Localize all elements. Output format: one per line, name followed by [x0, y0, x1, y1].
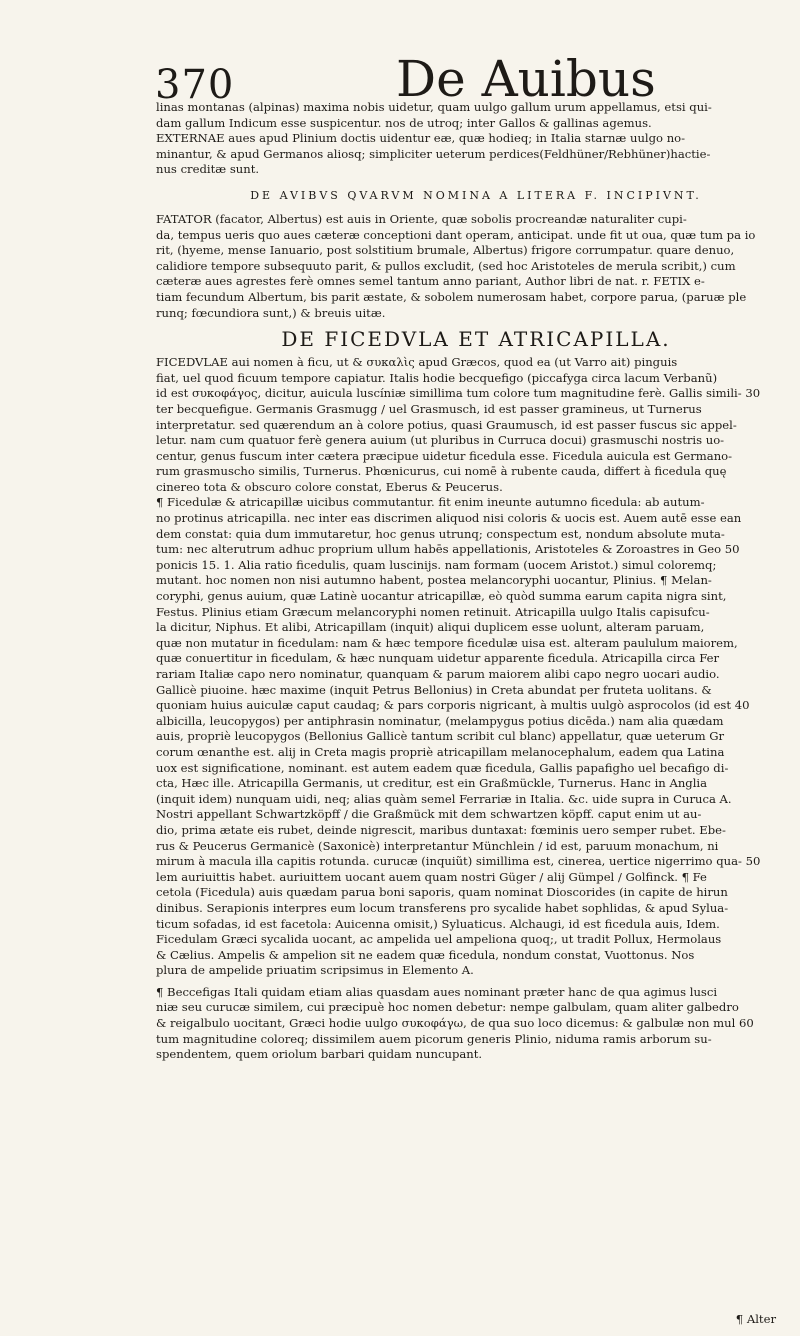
text-line: Nostri appellant Schwartzköpff / die Graßmück mit dem schwartzen köpff. caput enim ut au-	[156, 807, 702, 822]
text-line: centur, genus fuscum inter cætera præcipue uidetur ficedula esse. Ficedula auicula est Germano-	[156, 448, 733, 463]
text-line: ticum sofadas, id est facetola: Auicenna omisit,) Syluaticus. Alchaugi, id est ficedula auis, Idem.	[156, 916, 720, 931]
text-line: da, tempus ueris quo aues cæteræ conceptioni dant operam, anticipat. unde fit ut oua, quæ tum pa io	[156, 227, 756, 242]
catchword: ¶ Alter	[735, 1312, 776, 1326]
text-line: quæ conuertitur in ficedulam, & hæc nunquam uidetur apparente ficedula. Atricapilla circa Fer	[156, 651, 720, 666]
text-line: tum magnitudine coloreq; dissimilem auem picorum generis Plinio, niduma ramis arborum su-	[156, 1031, 712, 1046]
text-line: quæ non mutatur in ficedulam: nam & hæc tempore ficedulæ uisa est. alteram paululum maiorem,	[156, 635, 738, 650]
text-line: spendentem, quem oriolum barbari quidam nuncupant.	[156, 1047, 483, 1062]
text-line: runq; fœcundiora sunt,) & breuis uitæ.	[156, 305, 386, 320]
text-line: cinereo tota & obscuro colore constat, Eberus & Peucerus.	[156, 479, 503, 494]
text-line: dam gallum Indicum esse suspicentur. nos de utroq; inter Gallos & gallinas agemus.	[156, 115, 652, 130]
text-line: & Cælius. Ampelis & ampelion sit ne eadem quæ ficedula, nondum constat, Vuottonus. Nos	[156, 947, 695, 962]
chapter-title: DE FICEDVLA ET ATRICAPILLA.	[281, 327, 671, 352]
text-line: mutant. hoc nomen non nisi autumno habent, postea melancoryphi uocantur, Plinius. ¶ Melan-	[156, 573, 712, 588]
text-line: FATATOR (facator, Albertus) est auis in Oriente, quæ sobolis procreandæ naturaliter cupi-	[156, 211, 687, 226]
text-line: EXTERNAE aues apud Plinium doctis uidentur eæ, quæ hodieq; in Italia starnæ uulgo no-	[156, 131, 686, 146]
text-line: dinibus. Serapionis interpres eum locum transferens pro sycalide habet sophlidas, & apud Sylua-	[156, 900, 729, 915]
text-line: no protinus atricapilla. nec inter eas discrimen aliquod nisi coloris & uocis est. Auem autē esse ean	[156, 511, 742, 526]
text-line: albicilla, leucopygos) per antiphrasin nominatur, (melampygus potius dicēda.) nam alia quædam	[156, 713, 724, 728]
page-number: 370	[155, 62, 235, 108]
text-line: lem auriuittis habet. auriuittem uocant auem quam nostri Güger / alij Gümpel / Golfinck. ¶ Fe	[156, 869, 707, 884]
text-line: nus creditæ sunt.	[156, 162, 260, 177]
text-line: la dicitur, Niphus. Et alibi, Atricapillam (inquit) aliqui duplicem esse uolunt, alteram paruam,	[156, 620, 705, 635]
text-line: fiat, uel quod ficuum tempore capiatur. Italis hodie becquefigo (piccafyga circa lacum Verbanũ)	[156, 370, 718, 385]
text-line: Festus. Plinius etiam Græcum melancoryphi nomen retinuit. Atricapilla uulgo Italis capisufcu-	[156, 604, 710, 619]
text-line: interpretatur. sed quærendum an à colore potius, quasi Graumusch, id est passer fuscus sic appel-	[156, 417, 737, 432]
intro-paragraph	[156, 100, 796, 178]
text-line: rariam Italiæ capo nero nominatur, quanquam & parum maiorem alibi capo negro uocari audio.	[156, 667, 720, 681]
text-line: tiam fecundum Albertum, bis parit æstate, & sobolem numerosam habet, corpore parua, (paruæ ple	[156, 289, 747, 304]
text-line: (inquit idem) nunquam uidi, neq; alias quàm semel Ferrariæ in Italia. &c. uide supra in Curuca A.	[156, 791, 732, 806]
ficedula-paragraphs	[156, 355, 796, 979]
running-head: De Auibus	[396, 50, 656, 108]
text-line: dem constat: quia dum immutaretur, hoc genus utrunq; conspectum est, nondum absolute muta-	[156, 526, 725, 541]
text-line: ponicis 15. 1. Alia ratio ficedulis, quam luscinijs. nam formam (uocem Aristot.) simul coloremq;	[156, 557, 717, 572]
text-line: & reigalbulo uocitant, Græci hodie uulgo συκοφάγω, de qua suo loco dicemus: & galbulæ non mul 60	[156, 1016, 754, 1031]
text-line: Gallicè piuoine. hæc maxime (inquit Petrus Bellonius) in Creta abundat per fruteta uolitans. &	[156, 682, 712, 697]
text-line: ter becquefigue. Germanis Grasmugg / uel Grasmusch, id est passer gramineus, ut Turnerus	[156, 401, 702, 416]
text-line: minantur, & apud Germanos aliosq; simpliciter ueterum perdices(Feldhüner/Rebhüner)hactie-	[156, 146, 711, 161]
text-line: rit, (hyeme, mense Ianuario, post solstitium brumale, Albertus) frigore corrumpatur. quare denuo,	[156, 243, 735, 258]
text-line: id est συκοφάγος, dicitur, auicula luscíniæ simillima tum colore tum magnitudine ferè. Gallis simili- 30	[156, 386, 761, 401]
text-line: plura de ampelide priuatim scripsimus in Elemento A.	[156, 963, 474, 978]
text-line: mirum à macula illa capitis rotunda. curucæ (inquiũt) simillima est, cinerea, uertice nigerrimo qua- 50	[156, 854, 761, 869]
body-text	[156, 100, 796, 1063]
text-line: quoniam huius auiculæ caput caudaq; & pars corporis nigricant, à multis uulgò asprocolos (id est 40	[156, 698, 750, 713]
beccefigas-paragraph	[156, 985, 796, 1063]
text-line: Ficedulam Græci sycalida uocant, ac ampelida uel ampeliona quoq;, ut tradit Pollux, Hermolaus	[156, 932, 722, 947]
text-line: rum grasmuscho similis, Turnerus. Phœnicurus, cui nomē à rubente cauda, differt à ficedula quę	[156, 464, 727, 479]
text-line: letur. nam cum quatuor ferè genera auium (ut pluribus in Curruca docui) grasmuschi nostris uo-	[156, 433, 725, 448]
text-line: calidiore tempore subsequuto parit, & pullos excludit, (sed hoc Aristoteles de merula scribit,) cum	[156, 258, 736, 273]
text-line: linas montanas (alpinas) maxima nobis uidetur, quam uulgo gallum urum appellamus, etsi qui-	[156, 100, 712, 114]
text-line: uox est significatione, nominant. est autem eadem quæ ficedula, Gallis papafigho uel becafigo di-	[156, 760, 729, 775]
text-line: ¶ Ficedulæ & atricapillæ uicibus commutantur. fit enim ineunte autumno ficedula: ab autum-	[156, 495, 705, 510]
text-line: coryphi, genus auium, quæ Latinè uocantur atricapillæ, eò quòd summa earum capita nigra sint,	[156, 589, 727, 604]
section-title: DE AVIBVS QVARVM NOMINA A LITERA F. INCIPIVNT.	[250, 188, 702, 202]
text-line: niæ seu curucæ similem, cui præcipuè hoc nomen debetur: nempe galbulam, quam aliter galbedro	[156, 1000, 739, 1015]
text-line: cæteræ aues agrestes ferè omnes semel tantum anno pariant, Author libri de nat. r. FETIX e-	[156, 274, 705, 289]
text-line: cetola (Ficedula) auis quædam parua boni saporis, quam nominat Dioscorides (in capite de hirun	[156, 885, 728, 900]
text-line: auis, propriè leucopygos (Bellonius Gallicè tantum scribit cul blanc) appellatur, quæ ueterum Gr	[156, 729, 725, 744]
text-line: FICEDVLAE aui nomen à ficu, ut & συκαλὶς apud Græcos, quod ea (ut Varro ait) pinguis	[156, 355, 678, 370]
fatator-paragraph	[156, 212, 796, 321]
text-line: ¶ Beccefigas Itali quidam etiam alias quasdam aues nominant præter hanc de qua agimus lusci	[156, 984, 718, 999]
text-line: tum: nec alterutrum adhuc proprium ullum habēs appellationis, Aristoteles & Zoroastres in Geo 50	[156, 542, 740, 557]
text-line: corum œnanthe est. alij in Creta magis propriè atricapillam melanocephalum, eadem qua Latina	[156, 744, 725, 759]
text-line: rus & Peucerus Germanicè (Saxonicè) interpretantur Münchlein / id est, paruum monachum, ni	[156, 838, 719, 853]
text-line: dio, prima ætate eis rubet, deinde nigrescit, maribus duntaxat: fœminis uero semper rubet. Ebe-	[156, 822, 726, 837]
text-line: cta, Hæc ille. Atricapilla Germanis, ut creditur, est ein Graßmückle, Turnerus. Hanc in Anglia	[156, 776, 708, 791]
